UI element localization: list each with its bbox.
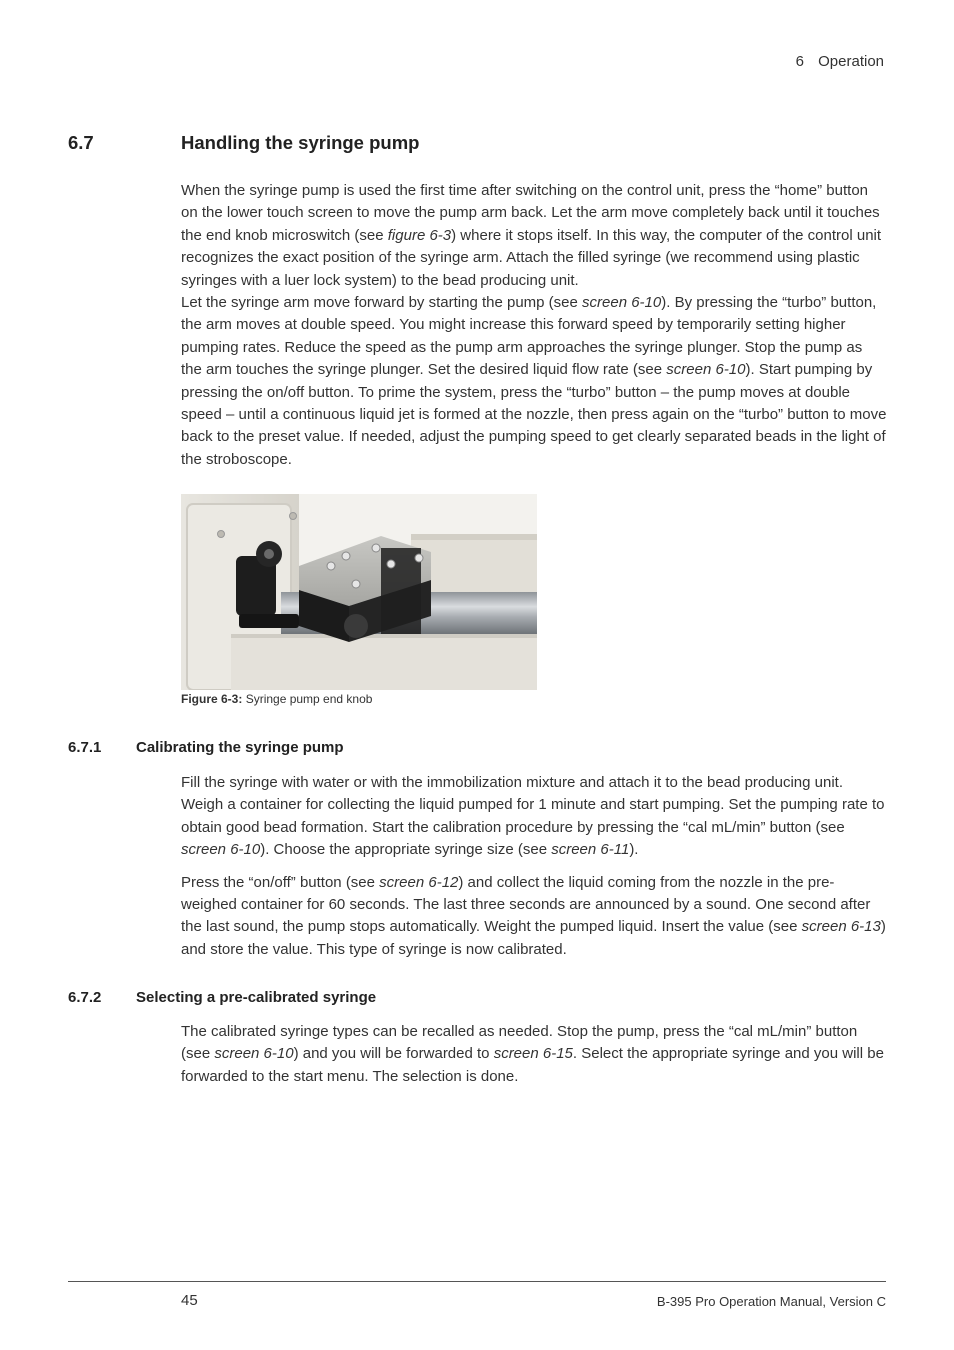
section-body (181, 180, 887, 471)
subsection-number: 6.7.1 (68, 739, 102, 756)
section-paragraph (181, 180, 887, 471)
body-paragraph (181, 1021, 887, 1088)
text-run: . Select the appropriate syringe and you will be forwarded to the start menu. The selection is done. (181, 1045, 884, 1085)
cross-reference: screen 6-12 (379, 873, 459, 891)
chapter-number: 6 (795, 53, 804, 70)
page-number: 45 (181, 1292, 198, 1309)
cross-reference: screen 6-10 (666, 361, 746, 379)
subsection-body (181, 772, 887, 961)
cross-reference: screen 6-15 (493, 1045, 573, 1063)
body-paragraph (181, 772, 887, 862)
figure-caption-text: Syringe pump end knob (245, 692, 373, 706)
subsection-number: 6.7.2 (68, 989, 102, 1006)
section-number: 6.7 (68, 132, 94, 153)
text-run: ). By pressing the “turbo” button, the arm moves at double speed. You might increase this forward speed by temporarily setting higher pumping rates. Reduce the speed as the pump arm approaches the syringe plunger. Stop the pump as the arm touches the syringe plunger. Set the desired liquid flow rate (see (181, 294, 877, 379)
text-run: Let the syringe arm move forward by starting the pump (see (181, 294, 583, 312)
section-title: Handling the syringe pump (181, 132, 420, 153)
text-run: ). (629, 841, 639, 859)
subsection-title: Calibrating the syringe pump (136, 739, 344, 756)
cross-reference: screen 6-10 (214, 1045, 294, 1063)
text-run: Fill the syringe with water or with the immobilization mixture and attach it to the bead producing unit. Weigh a container for collecting the liquid pumped for 1 minute and start pumping. Set the pumping rate to obtain good bead formation. Start the calibration procedure by pressing the “cal mL/min” button (see (181, 774, 885, 836)
running-header (796, 53, 884, 70)
cross-reference: figure 6-3 (387, 226, 452, 244)
cross-reference: screen 6-11 (551, 841, 630, 859)
text-run: ) and collect the liquid coming from the nozzle in the pre-weighed container for 60 seconds. The last three seconds are announced by a sound. One second after the last sound, the pump stops automatically. Weight the pumped liquid. Insert the value (see (181, 873, 871, 936)
figure-syringe-pump-photo (181, 494, 537, 690)
subsection-body (181, 1021, 887, 1088)
text-run: ) and store the value. This type of syringe is now calibrated. (181, 918, 886, 958)
text-run: The calibrated syringe types can be recalled as needed. Stop the pump, press the “cal mL/min” button (see (181, 1023, 858, 1063)
cross-reference: screen 6-10 (582, 294, 662, 312)
figure-label: Figure 6-3: (181, 692, 243, 706)
figure-caption (181, 692, 372, 706)
text-run: ). Choose the appropriate syringe size (see (260, 841, 552, 859)
footer-divider (68, 1281, 886, 1282)
text-run: ) and you will be forwarded to (293, 1045, 494, 1063)
cross-reference: screen 6-10 (181, 841, 261, 859)
text-run: When the syringe pump is used the first time after switching on the control unit, press the “home” button on the lower touch screen to move the pump arm back. Let the arm move completely back until it touches the end knob microswitch (see (181, 182, 880, 244)
body-paragraph (181, 872, 887, 962)
cross-reference: screen 6-13 (801, 918, 881, 936)
subsection-title: Selecting a pre-calibrated syringe (136, 989, 377, 1006)
text-run: ). Start pumping by pressing the on/off button. To prime the system, press the “turbo” button – the pump moves at double speed – until a continuous liquid jet is formed at the nozzle, then press again on the “turbo” button to move back to the preset value. If needed, adjust the pumping speed to get clearly separated beads in the light of the stroboscope. (181, 361, 887, 468)
text-run: Press the “on/off” button (see (181, 873, 380, 891)
text-run: ) where it stops itself. In this way, the computer of the control unit recognizes the exact position of the syringe arm. Attach the filled syringe (we recommend using plastic syringes with a luer lock system) to the bead producing unit. (181, 226, 882, 289)
chapter-title: Operation (818, 53, 884, 70)
document-title: B-395 Pro Operation Manual, Version C (656, 1294, 886, 1309)
